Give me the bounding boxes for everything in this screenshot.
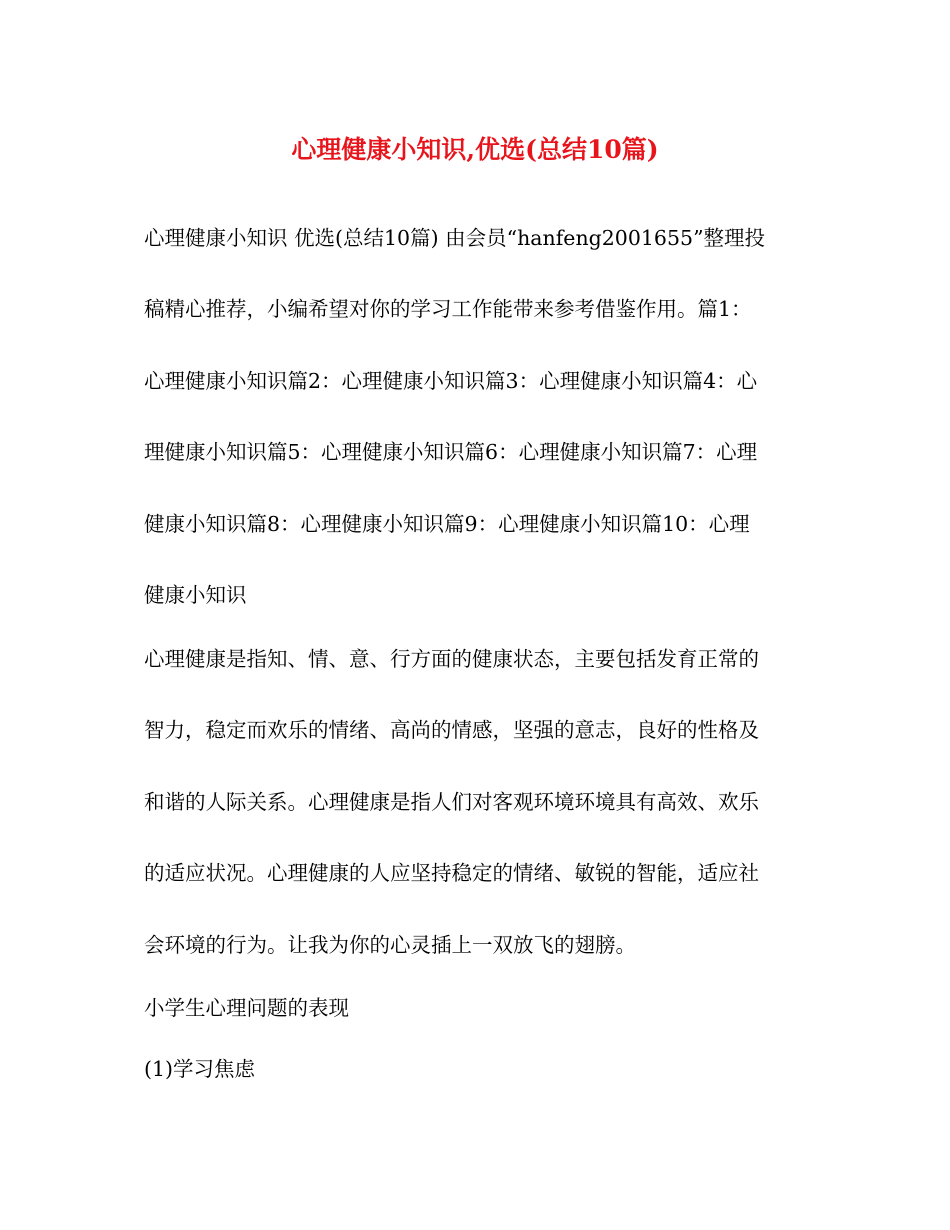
intro-line-6: 健康小知识 — [144, 583, 247, 607]
intro-line-2: 稿精心推荐，小编希望对你的学习工作能带来参考借鉴作用。篇1： — [144, 297, 752, 321]
intro-line-1: 心理健康小知识 优选(总结10篇) 由会员“hanfeng2001655”整理投 — [144, 226, 766, 250]
body-line-5: 会环境的行为。让我为你的心灵插上一双放飞的翅膀。 — [144, 933, 636, 957]
body-line-2: 智力，稳定而欢乐的情绪、高尚的情感，坚强的意志，良好的性格及 — [144, 718, 759, 742]
intro-line-3: 心理健康小知识篇2：心理健康小知识篇3：心理健康小知识篇4：心 — [144, 369, 758, 393]
subsection-heading: (1)学习焦虑 — [144, 1057, 256, 1081]
body-line-4: 的适应状况。心理健康的人应坚持稳定的情绪、敏锐的智能，适应社 — [144, 861, 759, 885]
page-title: 心理健康小知识,优选(总结10篇) — [291, 135, 659, 164]
intro-line-5: 健康小知识篇8：心理健康小知识篇9：心理健康小知识篇10：心理 — [144, 512, 750, 536]
body-line-3: 和谐的人际关系。心理健康是指人们对客观环境环境具有高效、欢乐 — [144, 790, 759, 814]
section-heading: 小学生心理问题的表现 — [144, 996, 349, 1020]
intro-line-4: 理健康小知识篇5：心理健康小知识篇6：心理健康小知识篇7：心理 — [144, 440, 758, 464]
body-line-1: 心理健康是指知、情、意、行方面的健康状态，主要包括发育正常的 — [144, 647, 759, 671]
